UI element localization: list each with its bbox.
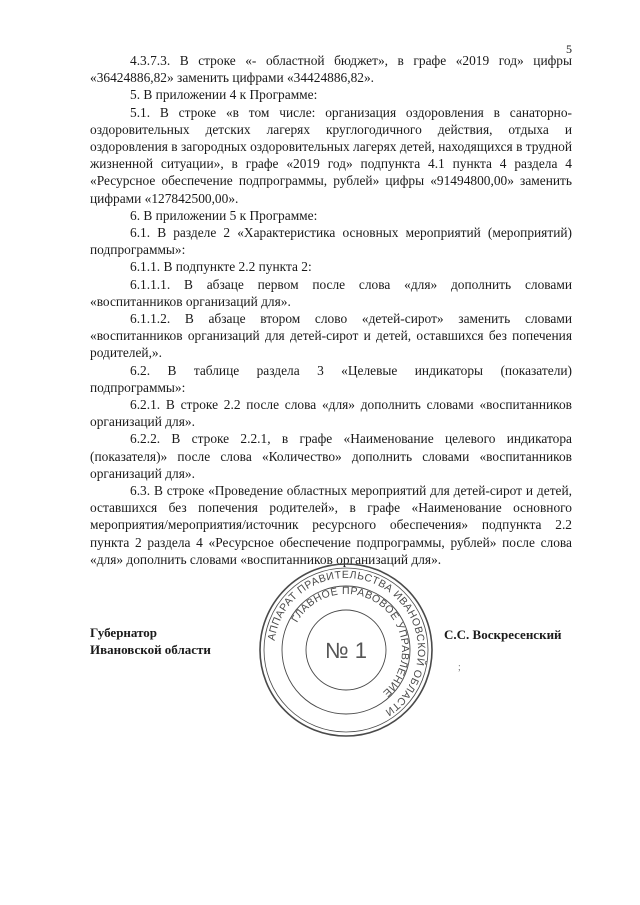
paragraph: 6.2. В таблице раздела 3 «Целевые индикаторы (показатели) подпрограммы»:	[90, 362, 572, 395]
paragraph: 6.1.1. В подпункте 2.2 пункта 2:	[130, 259, 312, 275]
page-number: 5	[566, 42, 572, 56]
paragraph: 6.1. В разделе 2 «Характеристика основных мероприятий (мероприятий) подпрограммы»:	[90, 225, 572, 258]
document-body	[90, 52, 572, 568]
signatory-title	[90, 624, 211, 658]
paragraph: 4.3.7.3. В строке «- областной бюджет», в графе «2019 год» цифры «36424886,82» заменить цифрами «34424886,82».	[90, 53, 572, 86]
paragraph: 6.2.2. В строке 2.2.1, в графе «Наименование целевого индикатора (показателя)» после слова «Количество» дополнить словами «воспитанников организаций для».	[90, 431, 572, 481]
paragraph: 6.3. В строке «Проведение областных мероприятий для детей-сирот и детей, оставшихся без попечения родителей», в графе «Наименование основного мероприятия/мероприятия/источник ресурсного обеспечения» подпункта 2.2 пункта 2 раздела 4 «Ресурсное обеспечение подпрограммы, рублей» после слова «для» дополнить словами «воспитанников организаций для».	[90, 483, 572, 567]
signatory-title-line2: Ивановской области	[90, 642, 211, 657]
signatory-name: С.С. Воскресенский	[444, 627, 562, 642]
paragraph: 6.1.1.2. В абзаце втором слово «детей-сирот» заменить словами «воспитанников организаций для детей-сирот и детей, оставшихся без попечения родителей,».	[90, 311, 572, 361]
paragraph: 6. В приложении 5 к Программе:	[130, 207, 318, 223]
paragraph: 5.1. В строке «в том числе: организация оздоровления в санаторно-оздоровительных детских лагерях круглогодичного действия, отдыха и оздоровления в загородных оздоровительных лагерях детей, находящихся в трудной жизненной ситуации», в графе «2019 год» подпункта 4.1 пункта 4 раздела 4 «Ресурсное обеспечение подпрограммы, рублей» цифры «91494800,00» заменить цифрами «127842500,00».	[90, 104, 572, 206]
paragraph: 6.2.1. В строке 2.2 после слова «для» дополнить словами «воспитанников организаций для».	[90, 397, 572, 430]
stamp-inner-text: ГЛАВНОЕ ПРАВОВОЕ УПРАВЛЕНИЕ	[289, 584, 412, 700]
stamp-number: № 1	[325, 638, 367, 663]
paragraph: 5. В приложении 4 к Программе:	[130, 87, 318, 103]
stamp-outer-text: АППАРАТ ПРАВИТЕЛЬСТВА ИВАНОВСКОЙ ОБЛАСТИ	[265, 568, 428, 719]
signatory-title-line1: Губернатор	[90, 625, 158, 640]
paragraph: 6.1.1.1. В абзаце первом после слова «для» дополнить словами «воспитанников организаций для».	[90, 276, 572, 309]
stray-mark: ;	[458, 662, 461, 673]
official-stamp	[256, 560, 436, 740]
